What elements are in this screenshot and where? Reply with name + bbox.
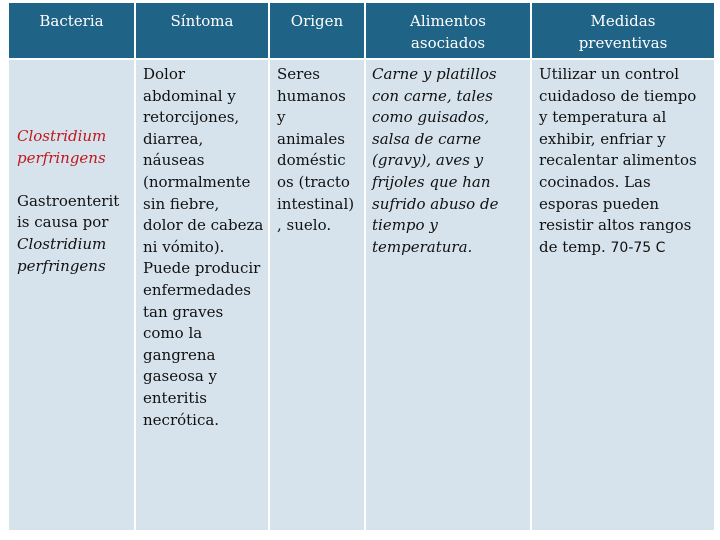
origen-text: humanos [277, 86, 346, 105]
header-bacteria [8, 2, 135, 59]
header-medidas-label: preventivas [578, 34, 668, 52]
origen-text: , suelo. [277, 216, 332, 235]
medidas-text: cocinados. Las [539, 172, 651, 191]
header-alimentos-label: Alimentos [410, 12, 486, 30]
medidas-text: recalentar alimentos [539, 151, 697, 170]
origen-text: Seres [277, 65, 320, 83]
medidas-text: exhibir, enfriar y [539, 129, 666, 148]
bacteria-description: is causa por [17, 213, 109, 232]
bacteria-name: perfringens [17, 148, 106, 167]
sintoma-text: abdominal y [143, 86, 236, 105]
medidas-text: cuidadoso de tiempo [539, 86, 697, 105]
temperature-range: 70-75 C [610, 239, 666, 256]
header-sintoma-label: Síntoma [170, 12, 234, 30]
sintoma-text: dolor de cabeza [143, 216, 264, 235]
header-medidas-label: Medidas [590, 12, 656, 30]
origen-text: intestinal) [277, 194, 355, 213]
food-safety-table [7, 1, 716, 532]
sintoma-text: como la [143, 324, 203, 343]
sintoma-cell [135, 59, 269, 531]
alimentos-text: temperatura. [372, 237, 473, 256]
bacteria-name-secondary: Clostridium [17, 234, 107, 253]
sintoma-text: enteritis [143, 388, 207, 407]
alimentos-text: Carne y platillos [372, 65, 497, 83]
medidas-text: esporas pueden [539, 194, 660, 213]
bacteria-name: Clostridium [17, 127, 107, 145]
origen-text: y [277, 108, 286, 127]
header-origen-label: Origen [290, 12, 344, 30]
bacteria-description: Gastroenterit [17, 191, 120, 210]
alimentos-text: tiempo y [372, 216, 438, 235]
alimentos-text: como guisados, [372, 108, 490, 127]
header-bacteria-label: Bacteria [39, 12, 104, 30]
alimentos-cell [365, 59, 531, 531]
sintoma-text: retorcijones, [143, 108, 240, 127]
origen-cell [269, 59, 365, 531]
bacteria-name-secondary: perfringens [17, 256, 106, 275]
alimentos-text: con carne, tales [372, 86, 493, 105]
sintoma-text: sin fiebre, [143, 194, 220, 213]
medidas-text: resistir altos rangos [539, 216, 692, 235]
sintoma-text: enfermedades [143, 280, 251, 299]
bacteria-cell [8, 59, 135, 531]
medidas-last-line [539, 237, 714, 260]
sintoma-text: náuseas [143, 151, 205, 170]
sintoma-text: gangrena [143, 345, 216, 364]
sintoma-text: gaseosa y [143, 367, 218, 386]
sintoma-text: tan graves [143, 302, 224, 321]
food-safety-table-container [7, 1, 714, 532]
sintoma-text: ni vómito). [143, 237, 225, 256]
origen-text: os (tracto [277, 172, 350, 191]
alimentos-text: sufrido abuso de [372, 194, 499, 213]
header-medidas [531, 2, 715, 59]
medidas-text: de temp. [539, 237, 611, 256]
sintoma-text: necrótica. [143, 410, 220, 429]
sintoma-text: (normalmente [143, 172, 251, 191]
header-alimentos [365, 2, 531, 59]
header-alimentos-label: asociados [410, 34, 486, 52]
sintoma-text: Puede producir [143, 259, 261, 278]
alimentos-text: (gravy), aves y [372, 151, 484, 170]
header-row [8, 2, 715, 59]
origen-text: animales [277, 129, 345, 148]
medidas-cell [531, 59, 715, 531]
alimentos-text: frijoles que han [372, 172, 491, 191]
header-sintoma [135, 2, 269, 59]
alimentos-text: salsa de carne [372, 129, 482, 148]
table-row [8, 59, 715, 531]
sintoma-text: diarrea, [143, 129, 204, 148]
origen-text: doméstic [277, 151, 346, 170]
sintoma-text: Dolor [143, 65, 186, 83]
medidas-text: Utilizar un control [539, 65, 680, 83]
medidas-text: y temperatura al [539, 108, 667, 127]
header-origen [269, 2, 365, 59]
